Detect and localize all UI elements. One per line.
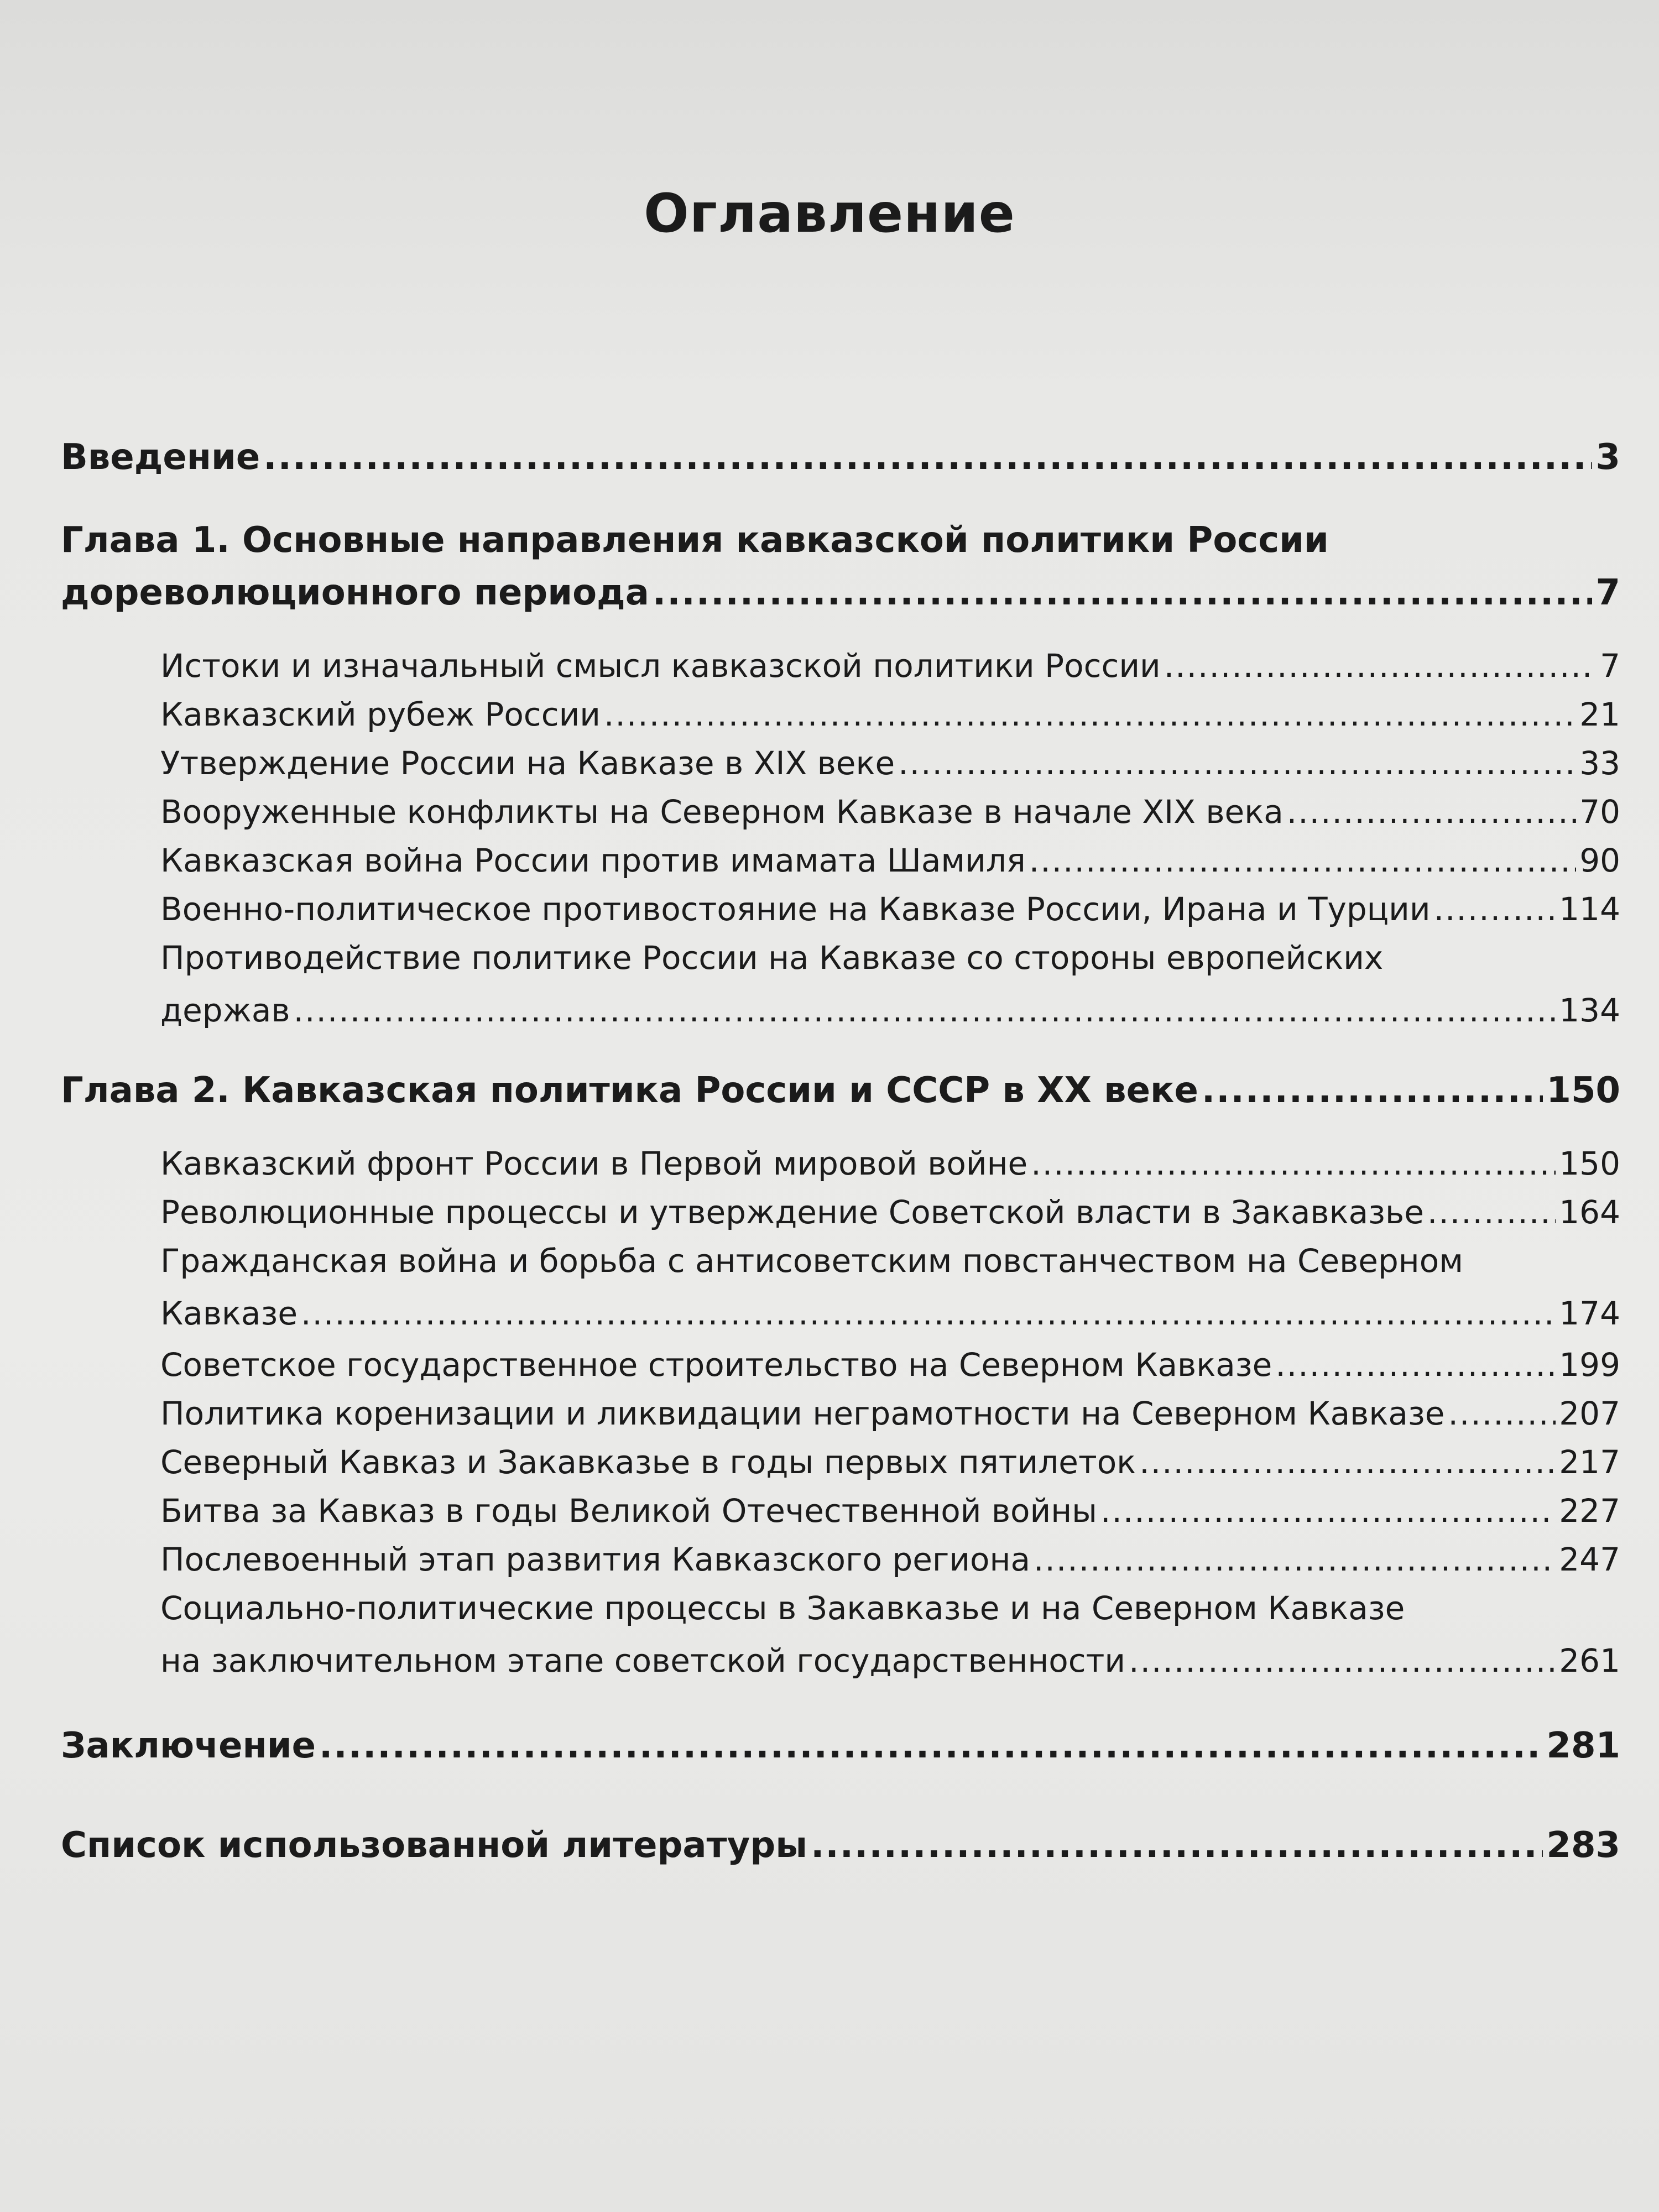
toc-chapter-title: Глава 2. Кавказская политика России и СССР в XX веке xyxy=(61,1070,1198,1111)
dot-leader xyxy=(1029,842,1576,879)
dot-leader xyxy=(1202,1070,1543,1111)
toc-chapter-title-line2: дореволюционного периода xyxy=(61,572,649,613)
toc-section-label: Советское государственное строительство на Северном Кавказе xyxy=(160,1346,1272,1384)
dot-leader xyxy=(1448,1395,1556,1432)
toc-section-label: Кавказский фронт России в Первой мировой войне xyxy=(160,1145,1028,1182)
dot-leader xyxy=(653,572,1593,613)
toc-section-multiline xyxy=(160,1242,1620,1332)
toc-section-page: 21 xyxy=(1579,696,1620,733)
toc-section-label: Кавказская война России против имамата Шамиля xyxy=(160,842,1026,879)
toc-chapter-2 xyxy=(61,1070,1620,1111)
toc-section-page: 150 xyxy=(1559,1145,1620,1182)
toc-section-page: 164 xyxy=(1559,1193,1620,1231)
toc-section-page: 247 xyxy=(1559,1541,1620,1578)
toc-section-page: 174 xyxy=(1559,1295,1620,1332)
toc-entry-page: 150 xyxy=(1546,1070,1620,1111)
toc-section-label: Политика коренизации и ликвидации неграмотности на Северном Кавказе xyxy=(160,1395,1445,1432)
dot-leader xyxy=(1031,1145,1556,1182)
toc-section-label: Вооруженные конфликты на Северном Кавказе в начале XIX века xyxy=(160,793,1284,831)
toc-entry-page: 283 xyxy=(1546,1825,1620,1866)
dot-leader xyxy=(263,437,1592,478)
dot-leader xyxy=(1034,1541,1556,1578)
dot-leader xyxy=(294,992,1556,1029)
toc-section-page: 134 xyxy=(1559,992,1620,1029)
toc-entry-page: 3 xyxy=(1595,437,1620,478)
toc-chapter-1 xyxy=(61,520,1620,613)
dot-leader xyxy=(319,1725,1543,1766)
toc-section xyxy=(160,890,1620,928)
dot-leader xyxy=(1427,1193,1556,1231)
toc-section-label: Битва за Кавказ в годы Великой Отечественной войны xyxy=(160,1492,1097,1530)
toc-section-page: 33 xyxy=(1579,744,1620,782)
toc-section-page: 217 xyxy=(1559,1443,1620,1481)
toc-section-label-line1: Социально-политические процессы в Закавказье и на Северном Кавказе xyxy=(160,1589,1405,1627)
dot-leader xyxy=(604,696,1576,733)
toc-section-label-line1: Гражданская война и борьба с антисоветским повстанчеством на Северном xyxy=(160,1242,1463,1280)
toc-section xyxy=(160,1193,1620,1231)
dot-leader xyxy=(1164,647,1597,685)
toc-section-page: 227 xyxy=(1559,1492,1620,1530)
toc-section xyxy=(160,842,1620,879)
page-title: Оглавление xyxy=(644,182,1015,244)
toc-section xyxy=(160,1395,1620,1432)
toc-entry-bibliography xyxy=(61,1825,1620,1866)
toc-section-label: Кавказский рубеж России xyxy=(160,696,601,733)
toc-section-label-line2: на заключительном этапе советской государственности xyxy=(160,1642,1126,1679)
toc-section-label: Революционные процессы и утверждение Советской власти в Закавказье xyxy=(160,1193,1424,1231)
toc-section xyxy=(160,1346,1620,1384)
toc-entry-label: Список использованной литературы xyxy=(61,1825,808,1866)
toc-section-multiline xyxy=(160,1589,1620,1679)
dot-leader xyxy=(811,1825,1543,1866)
dot-leader xyxy=(898,744,1576,782)
toc-section-label: Послевоенный этап развития Кавказского региона xyxy=(160,1541,1030,1578)
toc-section-page: 7 xyxy=(1600,647,1620,685)
toc-chapter-title-line1: Глава 1. Основные направления кавказской политики России xyxy=(61,520,1329,561)
toc-section xyxy=(160,1541,1620,1578)
toc-section xyxy=(160,1492,1620,1530)
dot-leader xyxy=(1100,1492,1556,1530)
dot-leader xyxy=(1139,1443,1556,1481)
toc-section-label: Утверждение России на Кавказе в XIX веке xyxy=(160,744,895,782)
toc-section xyxy=(160,1145,1620,1182)
toc-section-label-line1: Противодействие политике России на Кавказе со стороны европейских xyxy=(160,939,1384,977)
toc-entry-conclusion xyxy=(61,1725,1620,1766)
toc-entry-label: Заключение xyxy=(61,1725,316,1766)
toc-section-page: 70 xyxy=(1579,793,1620,831)
dot-leader xyxy=(301,1295,1556,1332)
toc-section xyxy=(160,793,1620,831)
toc-entry-page: 281 xyxy=(1546,1725,1620,1766)
toc-section-page: 261 xyxy=(1559,1642,1620,1679)
toc-section-page: 207 xyxy=(1559,1395,1620,1432)
dot-leader xyxy=(1434,890,1556,928)
toc-entry-introduction xyxy=(61,437,1620,478)
toc-section xyxy=(160,647,1620,685)
toc-section-page: 114 xyxy=(1559,890,1620,928)
toc-section-page: 90 xyxy=(1579,842,1620,879)
toc-entry-label: Введение xyxy=(61,437,260,478)
toc-section-multiline xyxy=(160,939,1620,1029)
toc-section-label: Истоки и изначальный смысл кавказской политики России xyxy=(160,647,1161,685)
toc-section-label: Военно-политическое противостояние на Кавказе России, Ирана и Турции xyxy=(160,890,1431,928)
toc-entry-page: 7 xyxy=(1595,572,1620,613)
toc-section xyxy=(160,1443,1620,1481)
dot-leader xyxy=(1287,793,1576,831)
toc-section-label: Северный Кавказ и Закавказье в годы первых пятилеток xyxy=(160,1443,1136,1481)
toc-section xyxy=(160,744,1620,782)
toc-section-label-line2: держав xyxy=(160,992,290,1029)
dot-leader xyxy=(1129,1642,1556,1679)
dot-leader xyxy=(1275,1346,1556,1384)
toc-section xyxy=(160,696,1620,733)
toc-section-page: 199 xyxy=(1559,1346,1620,1384)
toc-section-label-line2: Кавказе xyxy=(160,1295,298,1332)
